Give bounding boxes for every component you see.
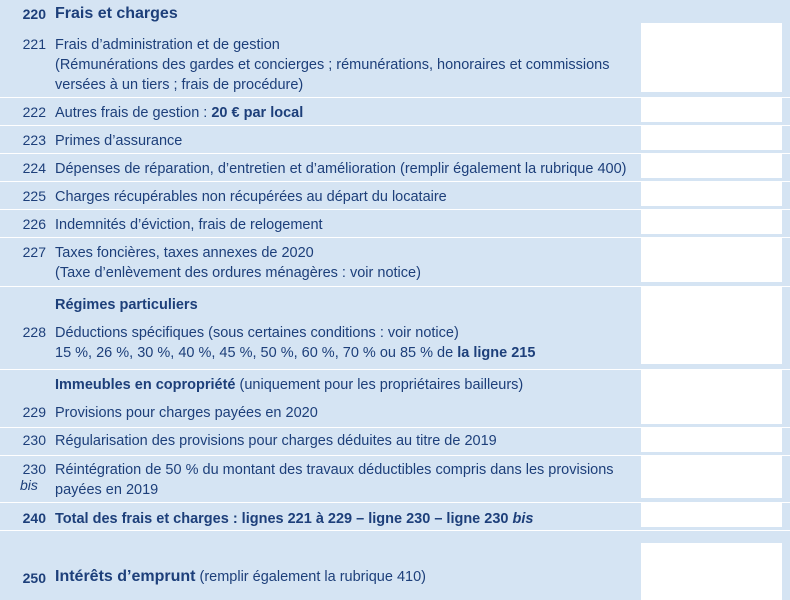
line-226-label: Indemnités d’éviction, frais de relogement xyxy=(55,217,323,233)
line-228-rates: 15 %, 26 %, 30 %, 40 %, 45 %, 50 %, 60 %, 70 % ou 85 % de xyxy=(55,345,458,361)
input-230-bis[interactable] xyxy=(641,456,782,498)
line-221-title: Frais d’administration et de gestion xyxy=(55,37,280,53)
section-title-interets-emprunt: Intérêts d’emprunt xyxy=(55,568,196,585)
input-221[interactable] xyxy=(641,23,782,92)
line-227-title: Taxes foncières, taxes annexes de 2020 xyxy=(55,245,314,261)
input-226[interactable] xyxy=(641,210,782,234)
input-227[interactable] xyxy=(641,238,782,282)
copropriete-title: Immeubles en copropriété xyxy=(55,377,236,393)
line-number-240: 240 xyxy=(22,510,46,526)
line-225-label: Charges récupérables non récupérées au départ du locataire xyxy=(55,189,447,205)
input-229[interactable] xyxy=(641,370,782,424)
input-228[interactable] xyxy=(641,287,782,364)
line-240-text: Total des frais et charges : lignes 221 à 229 – ligne 230 – ligne 230 xyxy=(55,511,513,527)
line-230bis-suffix: bis xyxy=(20,477,38,493)
line-230bis-line1: Réintégration de 50 % du montant des travaux déductibles compris dans les provisions xyxy=(55,462,614,478)
line-number-226: 226 xyxy=(22,216,46,232)
line-number-223: 223 xyxy=(22,132,46,148)
input-225[interactable] xyxy=(641,182,782,206)
line-224-label: Dépenses de réparation, d’entretien et d’amélioration (remplir également la rubrique 400) xyxy=(55,161,627,177)
watermark-text: optimisemonimpot.fr xyxy=(648,582,782,593)
line-228-title: Déductions spécifiques (sous certaines conditions : voir notice) xyxy=(55,325,459,341)
line-221-label xyxy=(55,35,635,95)
row-separator xyxy=(0,530,790,531)
copropriete-note: (uniquement pour les propriétaires bailleurs) xyxy=(235,377,524,393)
line-221-detail-1: (Rémunérations des gardes et concierges ; rémunérations, honoraires et commissions xyxy=(55,57,610,73)
subsection-regimes-particuliers: Régimes particuliers xyxy=(55,297,198,313)
line-number-229: 229 xyxy=(22,404,46,420)
line-228-label xyxy=(55,323,635,363)
line-number-222: 222 xyxy=(22,104,46,120)
line-240-label xyxy=(55,509,635,529)
line-number-250: 250 xyxy=(22,570,46,586)
line-223-label: Primes d’assurance xyxy=(55,133,183,149)
line-number-224: 224 xyxy=(22,160,46,176)
line-230bis-line2: payées en 2019 xyxy=(55,482,159,498)
line-number-220: 220 xyxy=(22,6,46,22)
input-240[interactable] xyxy=(641,503,782,527)
line-222-label xyxy=(55,103,635,123)
line-230-label: Régularisation des provisions pour charges déduites au titre de 2019 xyxy=(55,433,497,449)
subsection-copropriete xyxy=(55,375,635,395)
line-number-230-bis xyxy=(0,461,46,493)
line-number-230: 230 xyxy=(22,432,46,448)
line-number-221: 221 xyxy=(22,36,46,52)
line-number-227: 227 xyxy=(22,244,46,260)
line-number-225: 225 xyxy=(22,188,46,204)
line-240-bis: bis xyxy=(512,511,534,527)
input-230[interactable] xyxy=(641,428,782,452)
line-250-note: (remplir également la rubrique 410) xyxy=(195,569,426,585)
line-230bis-num: 230 xyxy=(22,461,46,477)
line-229-label: Provisions pour charges payées en 2020 xyxy=(55,405,318,421)
line-227-label xyxy=(55,243,635,283)
line-250-label xyxy=(55,567,635,587)
line-222-text: Autres frais de gestion : xyxy=(55,105,212,121)
line-230bis-label xyxy=(55,460,635,500)
line-227-detail: (Taxe d’enlèvement des ordures ménagères : voir notice) xyxy=(55,265,421,281)
section-title-frais-charges: Frais et charges xyxy=(55,5,178,22)
line-228-detail xyxy=(55,343,635,363)
line-number-228: 228 xyxy=(22,324,46,340)
line-228-ref: la ligne 215 xyxy=(457,345,536,361)
input-222[interactable] xyxy=(641,98,782,122)
input-223[interactable] xyxy=(641,126,782,150)
line-221-detail-2: versées à un tiers ; frais de procédure) xyxy=(55,77,304,93)
input-224[interactable] xyxy=(641,154,782,178)
line-222-bold: 20 € par local xyxy=(211,105,304,121)
